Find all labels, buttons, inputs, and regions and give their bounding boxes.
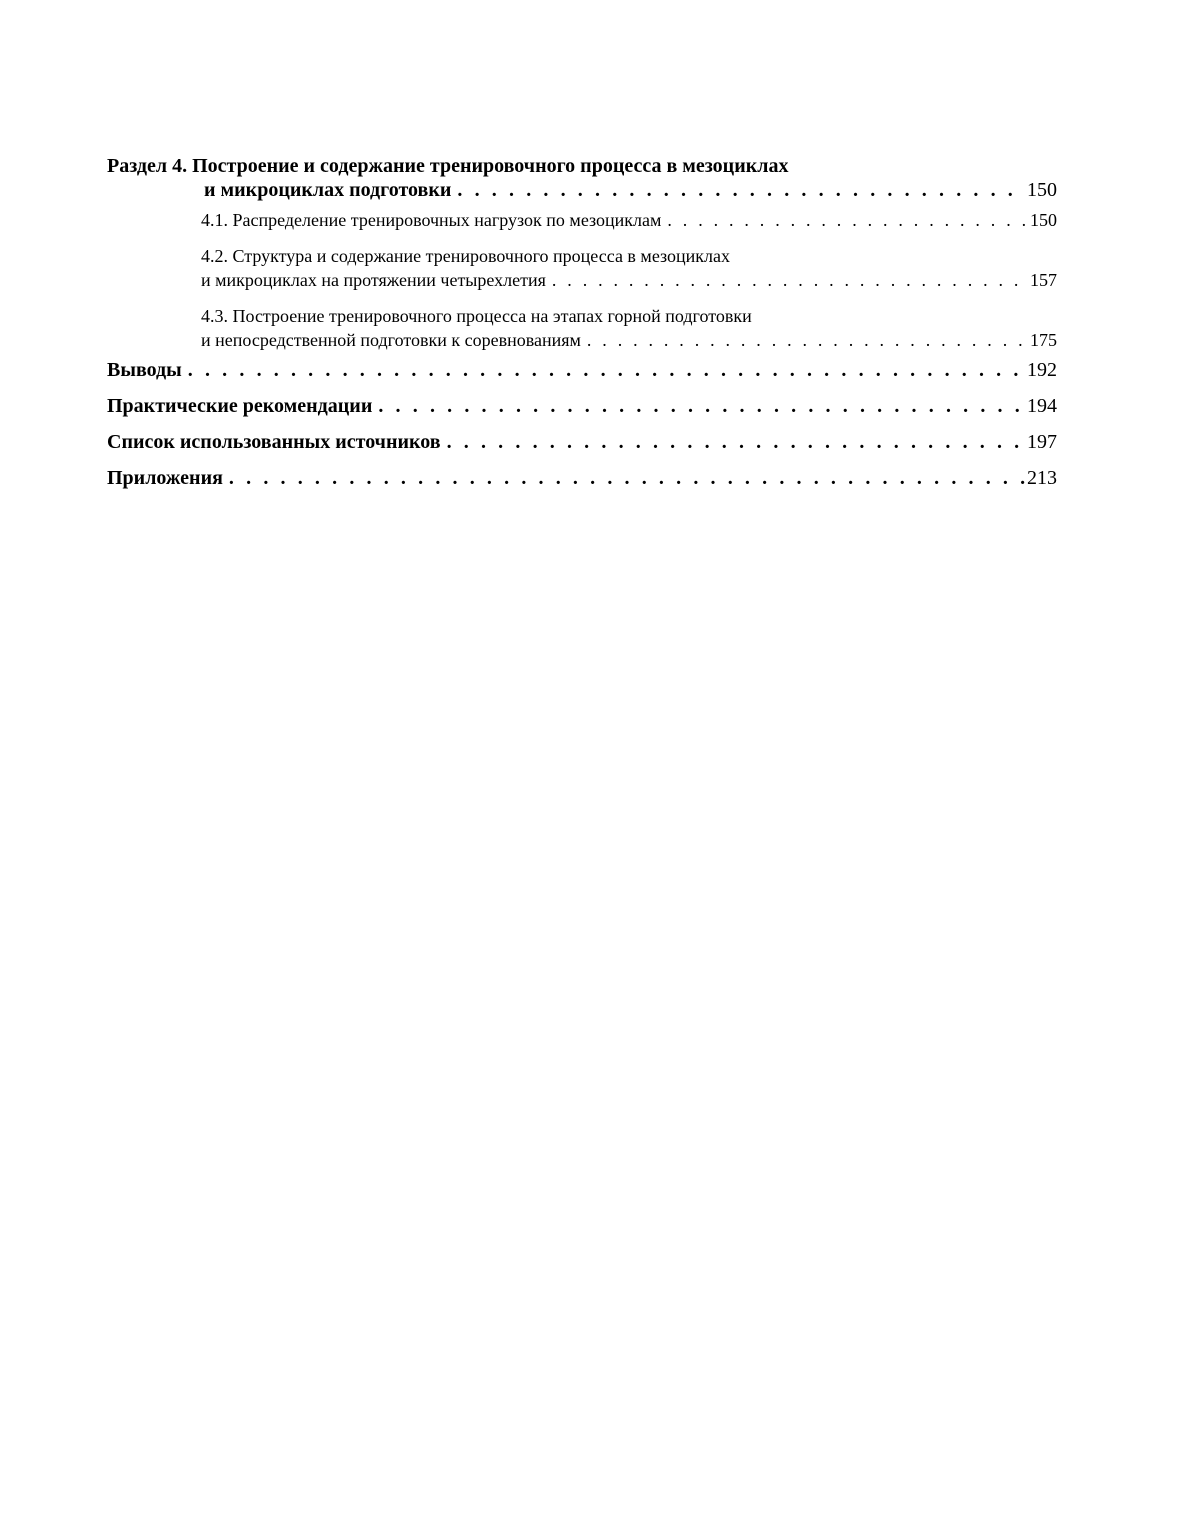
leader-dots [587, 328, 1028, 352]
toc-entry-title-continued: и микроциклах на протяжении четырехлетия [201, 270, 546, 290]
toc-entry-title: Раздел 4. Построение и содержание тренировочного процесса в мезоциклах [107, 155, 789, 177]
leader-dots [188, 358, 1025, 382]
toc-entry-title: Приложения [107, 467, 223, 489]
toc-entry-line [201, 268, 1057, 292]
toc-entry-line [107, 466, 1057, 490]
page-number: 175 [1030, 330, 1057, 350]
page-number: 197 [1027, 431, 1057, 453]
leader-dots [378, 394, 1025, 418]
toc-entry-line [201, 304, 1057, 328]
leader-dots [552, 268, 1028, 292]
toc-entry-4-1[interactable] [107, 208, 1057, 232]
toc-entry-4-3[interactable] [107, 304, 1057, 352]
toc-entry-line [107, 358, 1057, 382]
leader-dots [447, 430, 1025, 454]
toc-entry-4-2[interactable] [107, 244, 1057, 292]
page-number: 157 [1030, 270, 1057, 290]
page-number: 150 [1030, 210, 1057, 230]
page-number: 192 [1027, 359, 1057, 381]
toc-entry-appendices[interactable] [107, 466, 1057, 490]
leader-dots [667, 208, 1028, 232]
toc-entry-title: 4.1. Распределение тренировочных нагрузок по мезоциклам [201, 210, 662, 230]
toc-entry-title: Выводы [107, 359, 182, 381]
toc-entry-references[interactable] [107, 430, 1057, 454]
leader-dots [457, 178, 1025, 202]
table-of-contents [107, 154, 1057, 490]
page-number: 213 [1027, 467, 1057, 489]
toc-entry-line [201, 208, 1057, 232]
toc-entry-line [107, 394, 1057, 418]
toc-entry-recommendations[interactable] [107, 394, 1057, 418]
toc-entry-title: 4.2. Структура и содержание тренировочного процесса в мезоциклах [201, 246, 731, 266]
toc-entry-line [107, 178, 1057, 202]
toc-entry-title-continued: и непосредственной подготовки к соревнованиям [201, 330, 581, 350]
page-number: 150 [1027, 179, 1057, 201]
toc-entry-line [201, 244, 1057, 268]
toc-entry-conclusions[interactable] [107, 358, 1057, 382]
toc-entry-title: Список использованных источников [107, 431, 441, 453]
leader-dots [229, 466, 1025, 490]
toc-entry-title-continued: и микроциклах подготовки [204, 179, 452, 201]
toc-entry-line [201, 328, 1057, 352]
toc-entry-title: Практические рекомендации [107, 395, 373, 417]
toc-entry-title: 4.3. Построение тренировочного процесса на этапах горной подготовки [201, 306, 752, 326]
page-number: 194 [1027, 395, 1057, 417]
toc-entry-line [107, 154, 1057, 178]
toc-entry-line [107, 430, 1057, 454]
toc-entry-section-4[interactable] [107, 154, 1057, 202]
